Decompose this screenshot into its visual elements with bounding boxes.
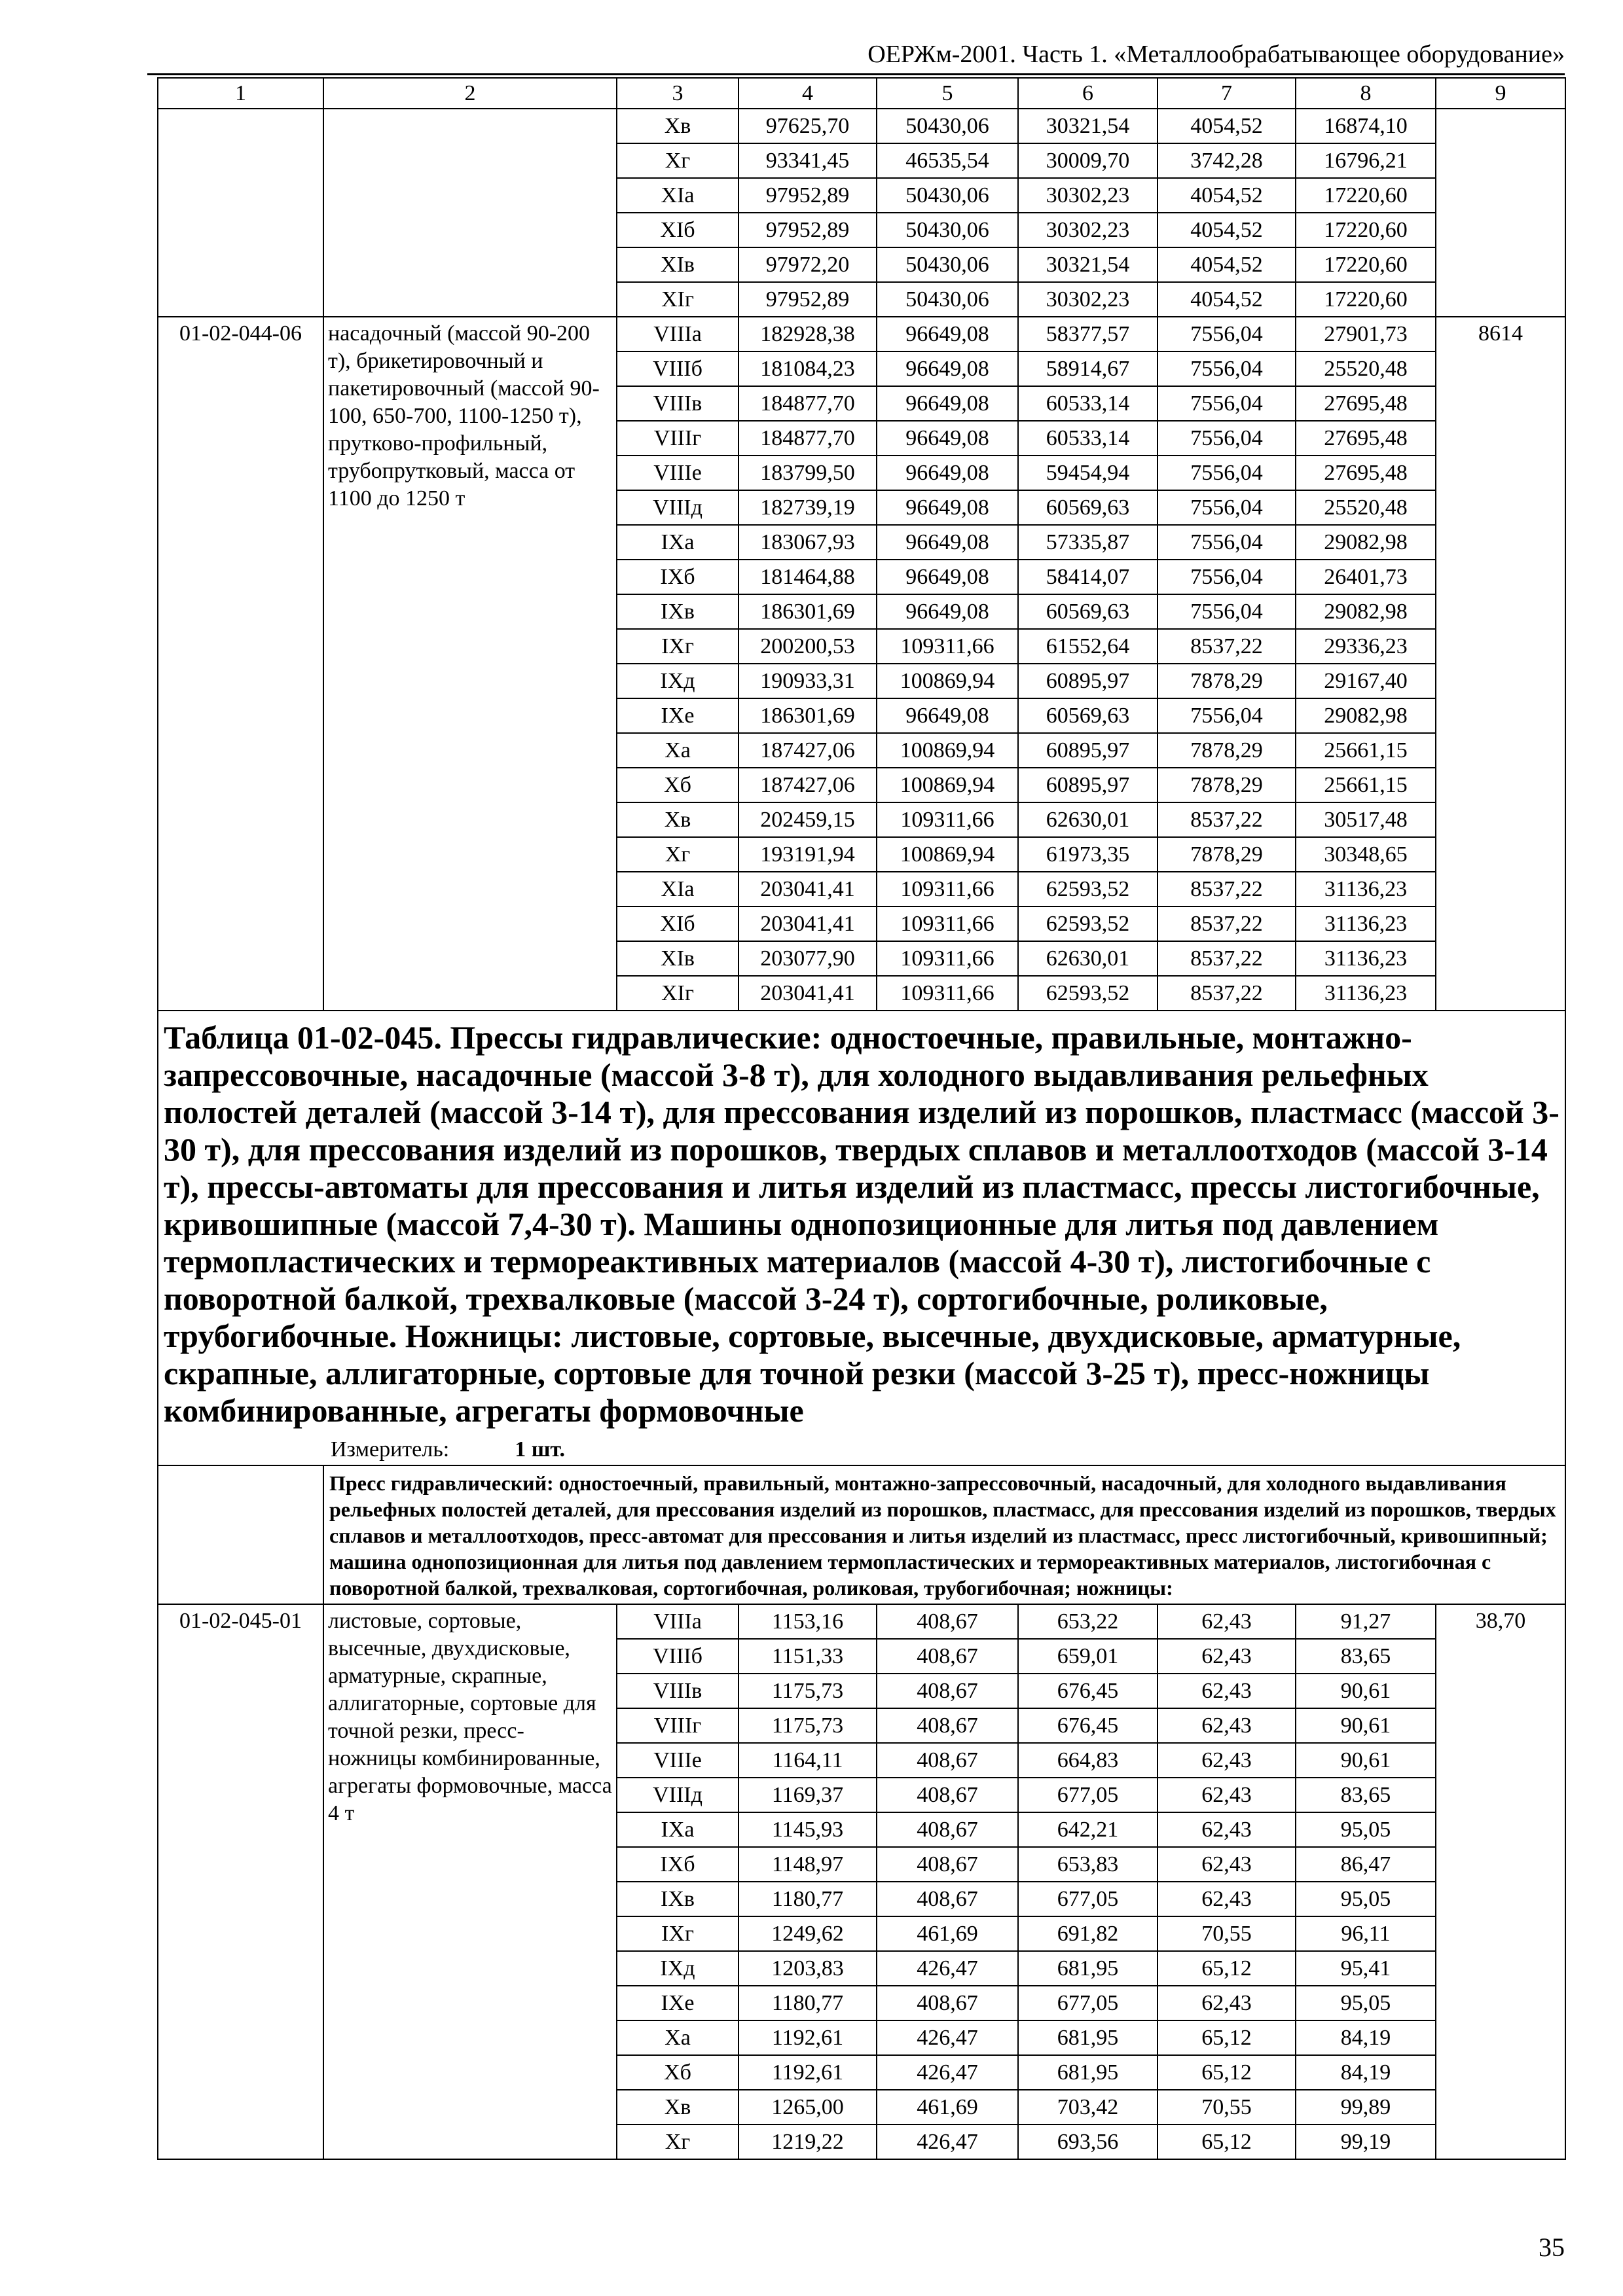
wage-cell: 62,43	[1158, 1743, 1296, 1778]
total-cost-cell: 1192,61	[739, 2020, 877, 2055]
zone-cell: VIIIб	[617, 351, 739, 386]
wage-cell: 65,12	[1158, 2055, 1296, 2090]
labor-cost-cell: 96649,08	[877, 351, 1018, 386]
materials-cost-cell: 95,41	[1296, 1951, 1436, 1986]
wage-cell: 4054,52	[1158, 178, 1296, 213]
materials-cost-cell: 84,19	[1296, 2020, 1436, 2055]
wage-cell: 7556,04	[1158, 386, 1296, 421]
zone-cell: VIIIв	[617, 386, 739, 421]
total-cost-cell: 203041,41	[739, 976, 877, 1011]
machine-cost-cell: 642,21	[1018, 1812, 1158, 1847]
machine-cost-cell: 659,01	[1018, 1639, 1158, 1674]
zone-cell: XIг	[617, 282, 739, 317]
wage-cell: 4054,52	[1158, 213, 1296, 247]
machine-cost-cell: 60533,14	[1018, 386, 1158, 421]
materials-cost-cell: 27695,48	[1296, 421, 1436, 456]
machine-cost-cell: 681,95	[1018, 2055, 1158, 2090]
materials-cost-cell: 99,19	[1296, 2125, 1436, 2159]
table-row	[158, 1604, 1565, 1639]
zone-cell: VIIIг	[617, 421, 739, 456]
labor-cost-cell: 408,67	[877, 1604, 1018, 1639]
measure-value: 1 шт.	[515, 1437, 566, 1462]
wage-cell: 62,43	[1158, 1708, 1296, 1743]
total-cost-cell: 97952,89	[739, 178, 877, 213]
zone-cell: XIа	[617, 872, 739, 906]
total-cost-cell: 1151,33	[739, 1639, 877, 1674]
zone-cell: IXа	[617, 1812, 739, 1847]
total-cost-cell: 1148,97	[739, 1847, 877, 1882]
wage-cell: 7556,04	[1158, 421, 1296, 456]
labor-cost-cell: 408,67	[877, 1743, 1018, 1778]
zone-cell: VIIIд	[617, 490, 739, 525]
machine-cost-cell: 62630,01	[1018, 802, 1158, 837]
total-cost-cell: 181084,23	[739, 351, 877, 386]
labor-cost-cell: 96649,08	[877, 421, 1018, 456]
machine-cost-cell: 681,95	[1018, 1951, 1158, 1986]
zone-cell: VIIIа	[617, 317, 739, 351]
materials-cost-cell: 29336,23	[1296, 629, 1436, 664]
resource-description-cell: насадочный (массой 90-200 т), брикетировочный и пакетировочный (массой 90-100, 650-700, 1100-1250 т), прутково-профильный, трубопрутковый, масса от 1100 до 1250 т	[323, 317, 617, 1011]
zone-cell: Xб	[617, 2055, 739, 2090]
zone-cell: Xа	[617, 2020, 739, 2055]
materials-cost-cell: 17220,60	[1296, 282, 1436, 317]
total-cost-cell: 203041,41	[739, 872, 877, 906]
labor-cost-cell: 408,67	[877, 1778, 1018, 1812]
machine-cost-cell: 62593,52	[1018, 872, 1158, 906]
materials-cost-cell: 31136,23	[1296, 872, 1436, 906]
zone-cell: XIб	[617, 213, 739, 247]
labor-cost-cell: 100869,94	[877, 733, 1018, 768]
labor-cost-cell: 100869,94	[877, 664, 1018, 698]
column-number-row	[158, 78, 1565, 109]
zone-cell: VIIIд	[617, 1778, 739, 1812]
materials-cost-cell: 96,11	[1296, 1916, 1436, 1951]
labor-cost-cell: 96649,08	[877, 525, 1018, 560]
materials-cost-cell: 90,61	[1296, 1708, 1436, 1743]
materials-cost-cell: 16874,10	[1296, 109, 1436, 143]
column-number: 1	[158, 78, 323, 109]
zone-cell: XIа	[617, 178, 739, 213]
materials-cost-cell: 83,65	[1296, 1778, 1436, 1812]
materials-cost-cell: 30348,65	[1296, 837, 1436, 872]
materials-cost-cell: 26401,73	[1296, 560, 1436, 594]
materials-cost-cell: 27695,48	[1296, 456, 1436, 490]
zone-cell: VIIIг	[617, 1708, 739, 1743]
labor-cost-cell: 96649,08	[877, 490, 1018, 525]
total-cost-cell: 93341,45	[739, 143, 877, 178]
table-title: Таблица 01-02-045. Прессы гидравлические: одностоечные, правильные, монтажно-запрессовочные, насадочные (массой 3-8 т), для холодного выдавливания рельефных полостей деталей (массой 3-14 т), для прессования изделий из порошков, пластмасс (массой 3-30 т), для прессования изделий из порошков, твердых сплавов и металлоотходов (массой 3-14 т), прессы-автоматы для прессования и литья изделий из пластмасс, прессы листогибочные, кривошипные (массой 7,4-30 т). Машины однопозиционные для литья под давлением термопластических и термореактивных материалов (массой 4-30 т), листогибочные с поворотной балкой, трехвалковые (массой 3-24 т), сортогибочные, роликовые, трубогибочные. Ножницы: листовые, сортовые, высечные, двухдисковые, арматурные, скрапные, аллигаторные, сортовые для точной резки (массой 3-25 т), пресс-ножницы комбинированные, агрегаты формовочные	[164, 1019, 1559, 1429]
column-number: 3	[617, 78, 739, 109]
labor-cost-cell: 96649,08	[877, 594, 1018, 629]
total-cost-cell: 97625,70	[739, 109, 877, 143]
wage-cell: 4054,52	[1158, 109, 1296, 143]
resource-code-cell: 01-02-044-06	[158, 317, 323, 1011]
machine-cost-cell: 691,82	[1018, 1916, 1158, 1951]
labor-cost-cell: 50430,06	[877, 178, 1018, 213]
labor-cost-cell: 408,67	[877, 1674, 1018, 1708]
machine-cost-cell: 62630,01	[1018, 941, 1158, 976]
zone-cell: XIв	[617, 941, 739, 976]
labor-cost-cell: 96649,08	[877, 698, 1018, 733]
total-cost-cell: 183067,93	[739, 525, 877, 560]
machine-cost-cell: 60895,97	[1018, 768, 1158, 802]
measure-unit-line	[164, 1435, 1559, 1465]
zone-cell: VIIIе	[617, 456, 739, 490]
materials-cost-cell: 25520,48	[1296, 351, 1436, 386]
materials-cost-cell: 17220,60	[1296, 247, 1436, 282]
zone-cell: VIIIб	[617, 1639, 739, 1674]
labor-cost-cell: 408,67	[877, 1986, 1018, 2020]
measure-label: Измеритель:	[331, 1437, 450, 1462]
labor-cost-cell: 109311,66	[877, 629, 1018, 664]
group-note: Пресс гидравлический: одностоечный, правильный, монтажно-запрессовочный, насадочный, для холодного выдавливания рельефных полостей деталей, для прессования изделий из порошков, пластмасс, для прессования изделий из порошков, твердых сплавов и металлоотходов, пресс-автомат для прессования и литья изделий из пластмасс, пресс листогибочный, кривошипный; машина однопозиционная для литья под давлением термопластических и термореактивных материалов, листогибочная с поворотной балкой, трехвалковая, сортогибочная, роликовая, трубогибочная; ножницы:	[323, 1465, 1565, 1604]
total-cost-cell: 1169,37	[739, 1778, 877, 1812]
table-title-row	[158, 1011, 1565, 1465]
total-cost-cell: 97952,89	[739, 282, 877, 317]
wage-cell: 62,43	[1158, 1986, 1296, 2020]
wage-cell: 62,43	[1158, 1812, 1296, 1847]
zone-cell: VIIIв	[617, 1674, 739, 1708]
wage-cell: 62,43	[1158, 1882, 1296, 1916]
total-cost-cell: 1175,73	[739, 1674, 877, 1708]
materials-cost-cell: 27695,48	[1296, 386, 1436, 421]
page-number: 35	[1539, 2233, 1565, 2262]
machine-cost-cell: 653,22	[1018, 1604, 1158, 1639]
zone-cell: Xа	[617, 733, 739, 768]
materials-cost-cell: 25661,15	[1296, 768, 1436, 802]
table-title-cell	[158, 1011, 1565, 1465]
total-cost-cell: 97952,89	[739, 213, 877, 247]
machine-cost-cell: 30321,54	[1018, 109, 1158, 143]
wage-cell: 65,12	[1158, 1951, 1296, 1986]
machine-cost-cell: 664,83	[1018, 1743, 1158, 1778]
labor-cost-cell: 461,69	[877, 2090, 1018, 2125]
total-cost-cell: 193191,94	[739, 837, 877, 872]
table-body	[158, 78, 1565, 2159]
materials-cost-cell: 29082,98	[1296, 698, 1436, 733]
materials-cost-cell: 31136,23	[1296, 976, 1436, 1011]
total-cost-cell: 186301,69	[739, 698, 877, 733]
total-cost-cell: 97972,20	[739, 247, 877, 282]
machine-cost-cell: 62593,52	[1018, 976, 1158, 1011]
zone-cell: Xг	[617, 143, 739, 178]
total-cost-cell: 1203,83	[739, 1951, 877, 1986]
total-cost-cell: 182928,38	[739, 317, 877, 351]
wage-cell: 62,43	[1158, 1604, 1296, 1639]
column-number: 5	[877, 78, 1018, 109]
materials-cost-cell: 90,61	[1296, 1674, 1436, 1708]
machine-cost-cell: 693,56	[1018, 2125, 1158, 2159]
materials-cost-cell: 29082,98	[1296, 525, 1436, 560]
labor-cost-cell: 109311,66	[877, 906, 1018, 941]
total-cost-cell: 1265,00	[739, 2090, 877, 2125]
wage-cell: 62,43	[1158, 1847, 1296, 1882]
materials-cost-cell: 25661,15	[1296, 733, 1436, 768]
wage-cell: 3742,28	[1158, 143, 1296, 178]
wage-cell: 7556,04	[1158, 525, 1296, 560]
machine-cost-cell: 58914,67	[1018, 351, 1158, 386]
machine-cost-cell: 30302,23	[1018, 213, 1158, 247]
machine-cost-cell: 30302,23	[1018, 282, 1158, 317]
materials-cost-cell: 25520,48	[1296, 490, 1436, 525]
labor-cost-cell: 100869,94	[877, 837, 1018, 872]
zone-cell: IXе	[617, 698, 739, 733]
materials-cost-cell: 95,05	[1296, 1812, 1436, 1847]
labor-cost-cell: 408,67	[877, 1708, 1018, 1743]
wage-cell: 8537,22	[1158, 941, 1296, 976]
total-cost-cell: 1153,16	[739, 1604, 877, 1639]
resource-description-cell	[323, 109, 617, 317]
zone-cell: Xг	[617, 837, 739, 872]
column-number: 9	[1436, 78, 1565, 109]
zone-cell: VIIIа	[617, 1604, 739, 1639]
wage-cell: 65,12	[1158, 2125, 1296, 2159]
labor-cost-cell: 96649,08	[877, 317, 1018, 351]
price-table	[157, 77, 1566, 2160]
running-header: ОЕРЖм-2001. Часть 1. «Металлообрабатывающее оборудование»	[867, 41, 1565, 68]
wage-cell: 4054,52	[1158, 247, 1296, 282]
labor-cost-cell: 46535,54	[877, 143, 1018, 178]
labor-cost-cell: 96649,08	[877, 560, 1018, 594]
wage-cell: 7878,29	[1158, 733, 1296, 768]
machine-cost-cell: 677,05	[1018, 1882, 1158, 1916]
total-cost-cell: 202459,15	[739, 802, 877, 837]
materials-cost-cell: 17220,60	[1296, 178, 1436, 213]
column-number: 6	[1018, 78, 1158, 109]
total-cost-cell: 190933,31	[739, 664, 877, 698]
zone-cell: Xв	[617, 802, 739, 837]
resource-description-cell: листовые, сортовые, высечные, двухдисковые, арматурные, скрапные, аллигаторные, сортовые для точной резки, пресс-ножницы комбинированные, агрегаты формовочные, масса 4 т	[323, 1604, 617, 2159]
table-row	[158, 317, 1565, 351]
zone-cell: XIб	[617, 906, 739, 941]
machine-cost-cell: 62593,52	[1018, 906, 1158, 941]
wage-cell: 8537,22	[1158, 802, 1296, 837]
wage-cell: 8537,22	[1158, 906, 1296, 941]
machine-cost-cell: 703,42	[1018, 2090, 1158, 2125]
wage-cell: 62,43	[1158, 1778, 1296, 1812]
labor-hours-cell: 38,70	[1436, 1604, 1565, 2159]
zone-cell: IXе	[617, 1986, 739, 2020]
materials-cost-cell: 95,05	[1296, 1882, 1436, 1916]
wage-cell: 7556,04	[1158, 456, 1296, 490]
wage-cell: 62,43	[1158, 1674, 1296, 1708]
zone-cell: Xг	[617, 2125, 739, 2159]
materials-cost-cell: 91,27	[1296, 1604, 1436, 1639]
wage-cell: 7878,29	[1158, 664, 1296, 698]
labor-cost-cell: 426,47	[877, 2020, 1018, 2055]
zone-cell: Xб	[617, 768, 739, 802]
wage-cell: 7556,04	[1158, 351, 1296, 386]
labor-cost-cell: 426,47	[877, 1951, 1018, 1986]
wage-cell: 7556,04	[1158, 560, 1296, 594]
machine-cost-cell: 30321,54	[1018, 247, 1158, 282]
materials-cost-cell: 84,19	[1296, 2055, 1436, 2090]
machine-cost-cell: 58377,57	[1018, 317, 1158, 351]
labor-cost-cell: 408,67	[877, 1639, 1018, 1674]
wage-cell: 7556,04	[1158, 317, 1296, 351]
total-cost-cell: 203041,41	[739, 906, 877, 941]
total-cost-cell: 181464,88	[739, 560, 877, 594]
wage-cell: 7556,04	[1158, 698, 1296, 733]
wage-cell: 70,55	[1158, 2090, 1296, 2125]
machine-cost-cell: 653,83	[1018, 1847, 1158, 1882]
zone-cell: Xв	[617, 2090, 739, 2125]
machine-cost-cell: 676,45	[1018, 1674, 1158, 1708]
total-cost-cell: 184877,70	[739, 386, 877, 421]
zone-cell: VIIIе	[617, 1743, 739, 1778]
column-number: 2	[323, 78, 617, 109]
total-cost-cell: 1192,61	[739, 2055, 877, 2090]
labor-cost-cell: 408,67	[877, 1882, 1018, 1916]
zone-cell: Xв	[617, 109, 739, 143]
wage-cell: 7878,29	[1158, 837, 1296, 872]
total-cost-cell: 203077,90	[739, 941, 877, 976]
header-rule	[147, 73, 1565, 75]
wage-cell: 8537,22	[1158, 629, 1296, 664]
total-cost-cell: 1180,77	[739, 1882, 877, 1916]
materials-cost-cell: 99,89	[1296, 2090, 1436, 2125]
labor-cost-cell: 50430,06	[877, 247, 1018, 282]
machine-cost-cell: 60569,63	[1018, 490, 1158, 525]
labor-cost-cell: 96649,08	[877, 386, 1018, 421]
column-number: 8	[1296, 78, 1436, 109]
materials-cost-cell: 17220,60	[1296, 213, 1436, 247]
machine-cost-cell: 58414,07	[1018, 560, 1158, 594]
labor-cost-cell: 50430,06	[877, 213, 1018, 247]
machine-cost-cell: 60895,97	[1018, 733, 1158, 768]
labor-cost-cell: 96649,08	[877, 456, 1018, 490]
materials-cost-cell: 31136,23	[1296, 906, 1436, 941]
labor-cost-cell: 50430,06	[877, 282, 1018, 317]
materials-cost-cell: 16796,21	[1296, 143, 1436, 178]
machine-cost-cell: 60533,14	[1018, 421, 1158, 456]
zone-cell: IXб	[617, 560, 739, 594]
total-cost-cell: 187427,06	[739, 733, 877, 768]
total-cost-cell: 1219,22	[739, 2125, 877, 2159]
labor-hours-cell: 8614	[1436, 317, 1565, 1011]
zone-cell: IXд	[617, 1951, 739, 1986]
labor-cost-cell: 109311,66	[877, 976, 1018, 1011]
total-cost-cell: 184877,70	[739, 421, 877, 456]
machine-cost-cell: 30302,23	[1018, 178, 1158, 213]
machine-cost-cell: 30009,70	[1018, 143, 1158, 178]
zone-cell: XIв	[617, 247, 739, 282]
materials-cost-cell: 29167,40	[1296, 664, 1436, 698]
machine-cost-cell: 676,45	[1018, 1708, 1158, 1743]
column-number: 4	[739, 78, 877, 109]
wage-cell: 7878,29	[1158, 768, 1296, 802]
machine-cost-cell: 681,95	[1018, 2020, 1158, 2055]
total-cost-cell: 186301,69	[739, 594, 877, 629]
labor-cost-cell: 109311,66	[877, 802, 1018, 837]
group-note-row	[158, 1465, 1565, 1604]
materials-cost-cell: 95,05	[1296, 1986, 1436, 2020]
labor-cost-cell: 100869,94	[877, 768, 1018, 802]
machine-cost-cell: 57335,87	[1018, 525, 1158, 560]
machine-cost-cell: 677,05	[1018, 1778, 1158, 1812]
wage-cell: 62,43	[1158, 1639, 1296, 1674]
labor-hours-cell	[1436, 109, 1565, 317]
total-cost-cell: 1145,93	[739, 1812, 877, 1847]
labor-cost-cell: 461,69	[877, 1916, 1018, 1951]
zone-cell: XIг	[617, 976, 739, 1011]
group-note-code-cell	[158, 1465, 323, 1604]
resource-code-cell: 01-02-045-01	[158, 1604, 323, 2159]
machine-cost-cell: 59454,94	[1018, 456, 1158, 490]
total-cost-cell: 187427,06	[739, 768, 877, 802]
wage-cell: 4054,52	[1158, 282, 1296, 317]
labor-cost-cell: 50430,06	[877, 109, 1018, 143]
zone-cell: IXг	[617, 1916, 739, 1951]
labor-cost-cell: 408,67	[877, 1812, 1018, 1847]
machine-cost-cell: 60569,63	[1018, 594, 1158, 629]
labor-cost-cell: 109311,66	[877, 941, 1018, 976]
total-cost-cell: 200200,53	[739, 629, 877, 664]
total-cost-cell: 183799,50	[739, 456, 877, 490]
machine-cost-cell: 60895,97	[1018, 664, 1158, 698]
machine-cost-cell: 61973,35	[1018, 837, 1158, 872]
zone-cell: IXа	[617, 525, 739, 560]
materials-cost-cell: 30517,48	[1296, 802, 1436, 837]
wage-cell: 8537,22	[1158, 976, 1296, 1011]
table-row	[158, 109, 1565, 143]
labor-cost-cell: 426,47	[877, 2125, 1018, 2159]
wage-cell: 65,12	[1158, 2020, 1296, 2055]
materials-cost-cell: 29082,98	[1296, 594, 1436, 629]
labor-cost-cell: 408,67	[877, 1847, 1018, 1882]
materials-cost-cell: 86,47	[1296, 1847, 1436, 1882]
zone-cell: IXб	[617, 1847, 739, 1882]
total-cost-cell: 1249,62	[739, 1916, 877, 1951]
wage-cell: 8537,22	[1158, 872, 1296, 906]
machine-cost-cell: 677,05	[1018, 1986, 1158, 2020]
wage-cell: 70,55	[1158, 1916, 1296, 1951]
total-cost-cell: 1180,77	[739, 1986, 877, 2020]
machine-cost-cell: 60569,63	[1018, 698, 1158, 733]
materials-cost-cell: 27901,73	[1296, 317, 1436, 351]
labor-cost-cell: 426,47	[877, 2055, 1018, 2090]
materials-cost-cell: 90,61	[1296, 1743, 1436, 1778]
wage-cell: 7556,04	[1158, 594, 1296, 629]
materials-cost-cell: 83,65	[1296, 1639, 1436, 1674]
zone-cell: IXв	[617, 594, 739, 629]
zone-cell: IXг	[617, 629, 739, 664]
total-cost-cell: 182739,19	[739, 490, 877, 525]
resource-code-cell	[158, 109, 323, 317]
total-cost-cell: 1164,11	[739, 1743, 877, 1778]
zone-cell: IXд	[617, 664, 739, 698]
machine-cost-cell: 61552,64	[1018, 629, 1158, 664]
total-cost-cell: 1175,73	[739, 1708, 877, 1743]
labor-cost-cell: 109311,66	[877, 872, 1018, 906]
zone-cell: IXв	[617, 1882, 739, 1916]
materials-cost-cell: 31136,23	[1296, 941, 1436, 976]
wage-cell: 7556,04	[1158, 490, 1296, 525]
column-number: 7	[1158, 78, 1296, 109]
